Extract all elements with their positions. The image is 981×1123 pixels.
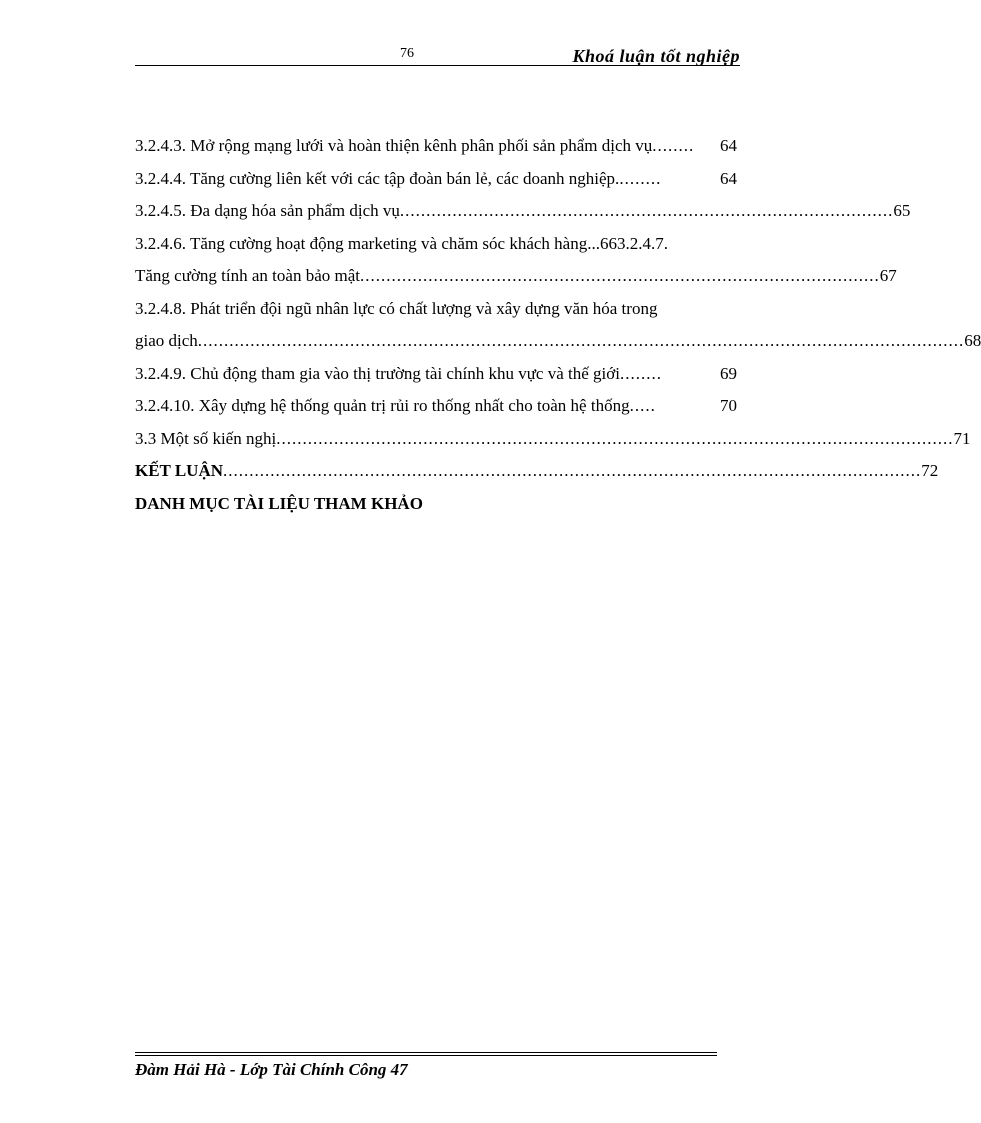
toc-entry-leader: .............................................................................................. — [399, 201, 894, 220]
toc-entry-page: 71 — [953, 428, 971, 448]
toc-entry-line: 3.2.4.6. Tăng cường hoạt động marketing và chăm sóc khách hàng...663.2.4.7. — [135, 233, 668, 253]
toc-entry — [135, 358, 737, 391]
toc-entry-leader: ........ — [619, 168, 662, 188]
footer-rule — [135, 1052, 717, 1056]
toc-entry — [135, 260, 897, 293]
toc-entry-leader: ................................................................................................................................. — [276, 428, 954, 448]
toc-entry-page: 72 — [921, 461, 939, 480]
header-title: Khoá luận tốt nghiệp — [572, 46, 740, 66]
toc-entry-leader: ..... — [629, 396, 656, 415]
toc-entry — [135, 455, 939, 488]
footer-text: Đàm Hải Hà - Lớp Tài Chính Công 47 — [135, 1060, 408, 1079]
toc-entry-line: 3.2.4.8. Phát triển đội ngũ nhân lực có chất lượng và xây dựng văn hóa trong — [135, 298, 658, 318]
toc-entry-page: 69 — [720, 363, 737, 383]
toc-entry-page: 70 — [720, 396, 737, 415]
toc-entry-page: 65 — [893, 201, 911, 220]
toc-entry-label: 3.2.4.9. Chủ động tham gia vào thị trường tài chính khu vực và thế giới — [135, 363, 620, 383]
table-of-contents — [135, 130, 981, 520]
toc-entry-leader: ..................................................................................................................................... — [223, 461, 922, 480]
page-footer — [135, 1052, 717, 1082]
toc-entry-label: 3.2.4.4. Tăng cường liên kết với các tập đoàn bán lẻ, các doanh nghiệp. — [135, 168, 620, 188]
toc-entry-leader: ........ — [619, 363, 662, 383]
toc-entry-leader: ........ — [652, 136, 695, 155]
toc-entry-page: 68 — [964, 331, 981, 350]
toc-entry-label: 3.3 Một số kiến nghị — [135, 428, 277, 448]
toc-entry — [135, 195, 911, 228]
toc-entry-label: 3.2.4.10. Xây dựng hệ thống quản trị rủi ro thống nhất cho toàn hệ thống — [135, 396, 630, 415]
toc-entry-label: Tăng cường tính an toàn bảo mật — [135, 266, 360, 285]
toc-entry-line: DANH MỤC TÀI LIỆU THAM KHẢO — [135, 493, 423, 513]
toc-entry-page: 64 — [720, 136, 737, 155]
toc-entry-label: KẾT LUẬN — [135, 461, 224, 480]
toc-entry-leader: ................................................................................................... — [359, 266, 880, 285]
header-rule — [135, 65, 740, 66]
toc-entry — [135, 325, 981, 358]
toc-entry-label: giao dịch — [135, 331, 198, 350]
toc-entry — [135, 423, 971, 456]
toc-entry-page: 64 — [720, 168, 737, 188]
toc-entry — [135, 130, 737, 163]
toc-entry — [135, 390, 737, 423]
page-header — [135, 44, 740, 68]
toc-entry-page: 67 — [879, 266, 897, 285]
toc-entry-leader: .................................................................................................................................................. — [197, 331, 965, 350]
page-number: 76 — [400, 46, 414, 61]
toc-entry — [135, 163, 737, 196]
toc-entry-label: 3.2.4.3. Mở rộng mạng lưới và hoàn thiện kênh phân phối sản phẩm dịch vụ — [135, 136, 653, 155]
toc-entry-label: 3.2.4.5. Đa dạng hóa sản phẩm dịch vụ — [135, 201, 400, 220]
